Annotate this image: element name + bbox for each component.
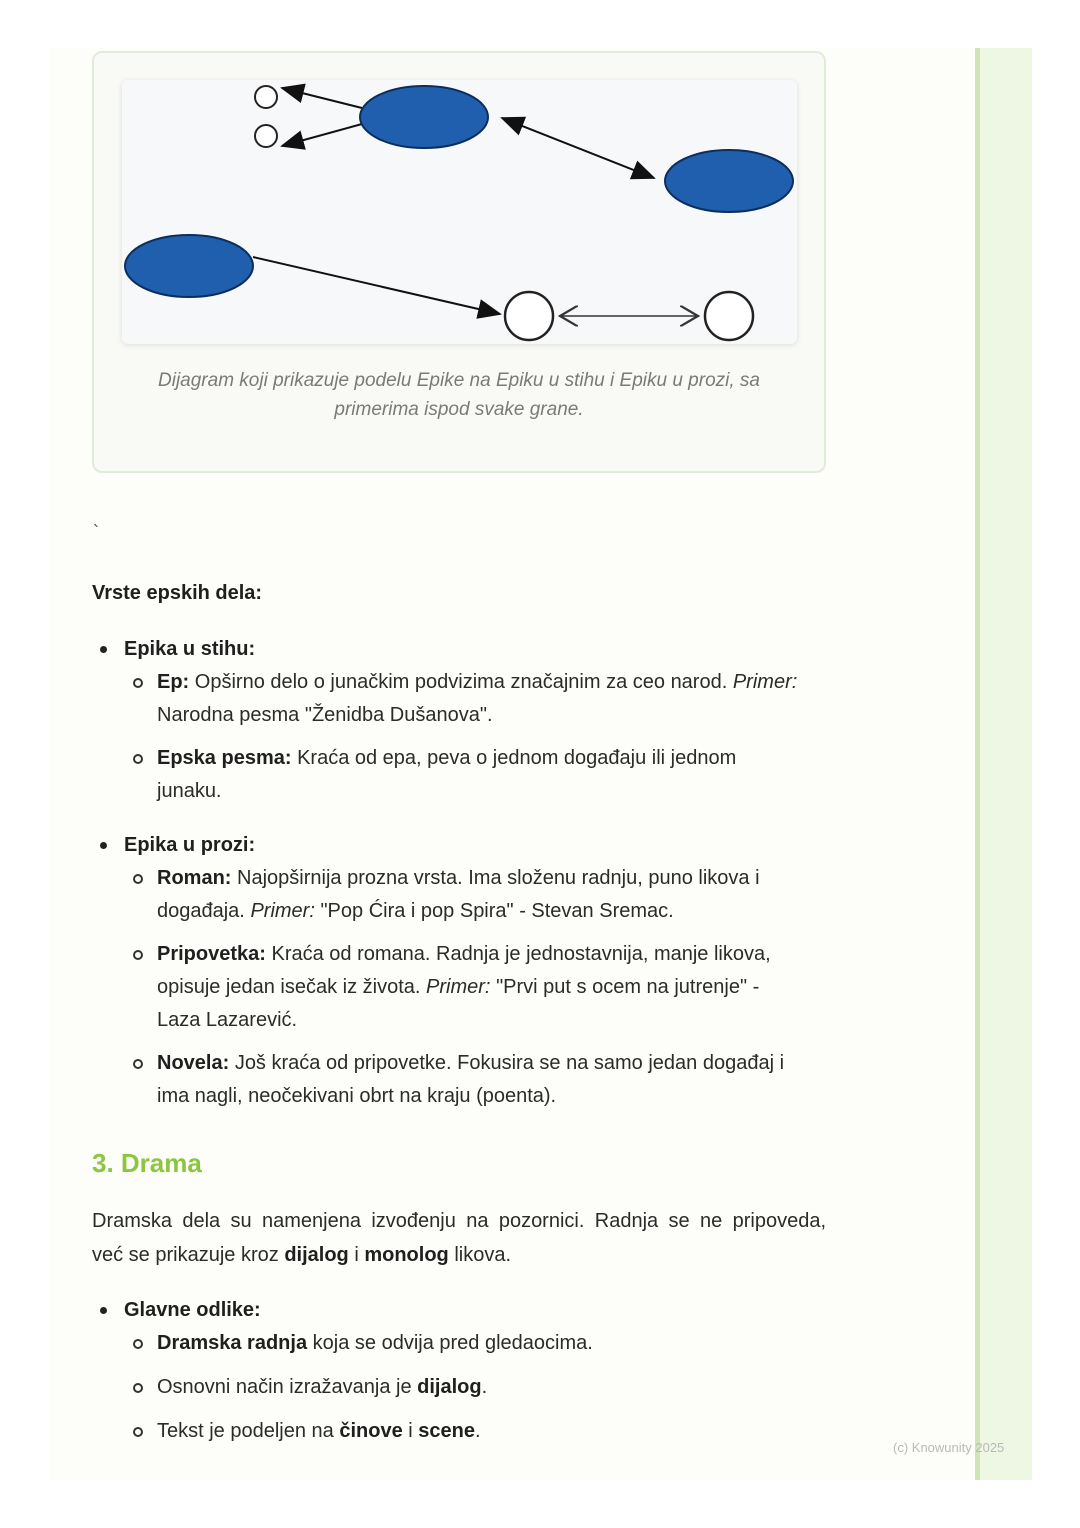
drama-intro-start: već se prikazuje kroz <box>92 1244 279 1266</box>
diagram-image <box>122 80 797 344</box>
drama-intro-line2 <box>92 1238 826 1272</box>
stray-backtick: ` <box>93 522 99 542</box>
ep-text: Opširno delo o junačkim podvizima značajnim za ceo narod. <box>194 671 728 693</box>
pripovetka-line2-start: opisuje jedan isečak iz života. <box>157 976 421 998</box>
types-heading: Vrste epskih dela: <box>92 582 263 604</box>
pripovetka-line2 <box>157 971 759 1004</box>
bottom-circle-2 <box>705 292 753 340</box>
roman-example-label: Primer: <box>250 900 315 922</box>
feature-1-bold: Dramska radnja <box>157 1332 308 1354</box>
feature-3 <box>157 1415 481 1448</box>
epska-line1 <box>157 742 736 775</box>
small-circle-2 <box>255 125 277 147</box>
prose-label: Epika u prozi: <box>124 834 256 856</box>
bullet-dot <box>100 646 107 653</box>
bullet-ring <box>133 1059 143 1069</box>
pripovetka-example-label: Primer: <box>426 976 491 998</box>
roman-line2-end: "Pop Ćira i pop Spira" - Stevan Sremac. <box>320 900 674 922</box>
bold-monolog: monolog <box>364 1244 449 1266</box>
pripovetka-term: Pripovetka: <box>157 943 266 965</box>
feature-3-end: . <box>475 1420 481 1442</box>
bullet-ring <box>133 754 143 764</box>
drama-intro <box>92 1204 826 1272</box>
bullet-ring <box>133 874 143 884</box>
and-word: i <box>354 1244 359 1266</box>
feature-3-text: Tekst je podeljen na <box>157 1420 334 1442</box>
bottom-circle-1 <box>505 292 553 340</box>
bullet-dot <box>100 1307 107 1314</box>
arrow-top-to-right <box>502 118 654 178</box>
feature-3-and: i <box>408 1420 413 1442</box>
ep-term: Ep: <box>157 671 190 693</box>
diagram-svg <box>122 80 797 344</box>
arrow-left-to-circle <box>253 257 500 314</box>
features-label: Glavne odlike: <box>124 1299 261 1321</box>
bullet-ring <box>133 678 143 688</box>
pripovetka-line3: Laza Lazarević. <box>157 1009 298 1031</box>
feature-3-bold2: scene <box>418 1420 476 1442</box>
feature-1 <box>157 1327 593 1360</box>
small-circle-1 <box>255 86 277 108</box>
drama-heading: 3. Drama <box>92 1148 202 1178</box>
copyright-notice: (c) Knowunity 2025 <box>893 1440 1005 1455</box>
roman-line1 <box>157 862 760 895</box>
bullet-dot <box>100 842 107 849</box>
feature-1-text: koja se odvija pred gledaocima. <box>312 1332 593 1354</box>
novela-term: Novela: <box>157 1052 230 1074</box>
feature-2-text: Osnovni način izražavanja je <box>157 1376 412 1398</box>
novela-line1 <box>157 1047 784 1080</box>
pripovetka-text: Kraća od romana. Radnja je jednostavnija, manje likova, <box>271 943 771 965</box>
epska-line2: junaku. <box>157 780 222 802</box>
pripovetka-line1 <box>157 938 771 971</box>
bold-dialog: dijalog <box>284 1244 349 1266</box>
bullet-ring <box>133 1383 143 1393</box>
novela-text: Još kraća od pripovetke. Fokusira se na samo jedan događaj i <box>234 1052 785 1074</box>
feature-3-bold1: činove <box>339 1420 403 1442</box>
epska-text: Kraća od epa, peva o jednom događaju ili jednom <box>297 747 737 769</box>
bullet-ring <box>133 1339 143 1349</box>
roman-text: Najopširnija prozna vrsta. Ima složenu radnju, puno likova i <box>237 867 760 889</box>
pripovetka-line2-end: "Prvi put s ocem na jutrenje" - <box>496 976 760 998</box>
roman-line2-start: događaja. <box>157 900 245 922</box>
drama-intro-line1: Dramska dela su namenjena izvođenju na pozornici. Radnja se ne pripoveda, <box>92 1210 826 1232</box>
side-accent-bar <box>975 48 1032 1480</box>
bullet-ring <box>133 1427 143 1437</box>
figure-caption: Dijagram koji prikazuje podelu Epike na Epiku u stihu i Epiku u prozi, sa primerima ispod svake grane. <box>158 370 760 420</box>
roman-term: Roman: <box>157 867 232 889</box>
arrow-to-circle-2 <box>282 124 362 146</box>
drama-intro-end: likova. <box>454 1244 512 1266</box>
ellipse-top <box>360 86 488 148</box>
feature-2-end: . <box>481 1376 488 1398</box>
epska-term: Epska pesma: <box>157 747 292 769</box>
arrow-to-circle-1 <box>282 88 362 108</box>
ep-line1 <box>157 666 797 699</box>
ep-line2: Narodna pesma "Ženidba Dušanova". <box>157 704 493 726</box>
ellipse-right <box>665 150 793 212</box>
novela-line2: ima nagli, neočekivani obrt na kraju (poenta). <box>157 1085 557 1107</box>
ellipse-left <box>125 235 253 297</box>
roman-line2 <box>157 895 674 928</box>
feature-2-bold: dijalog <box>417 1376 482 1398</box>
ep-example-label: Primer: <box>732 671 798 693</box>
feature-2 <box>157 1371 487 1404</box>
verse-label: Epika u stihu: <box>124 638 256 660</box>
bullet-ring <box>133 950 143 960</box>
